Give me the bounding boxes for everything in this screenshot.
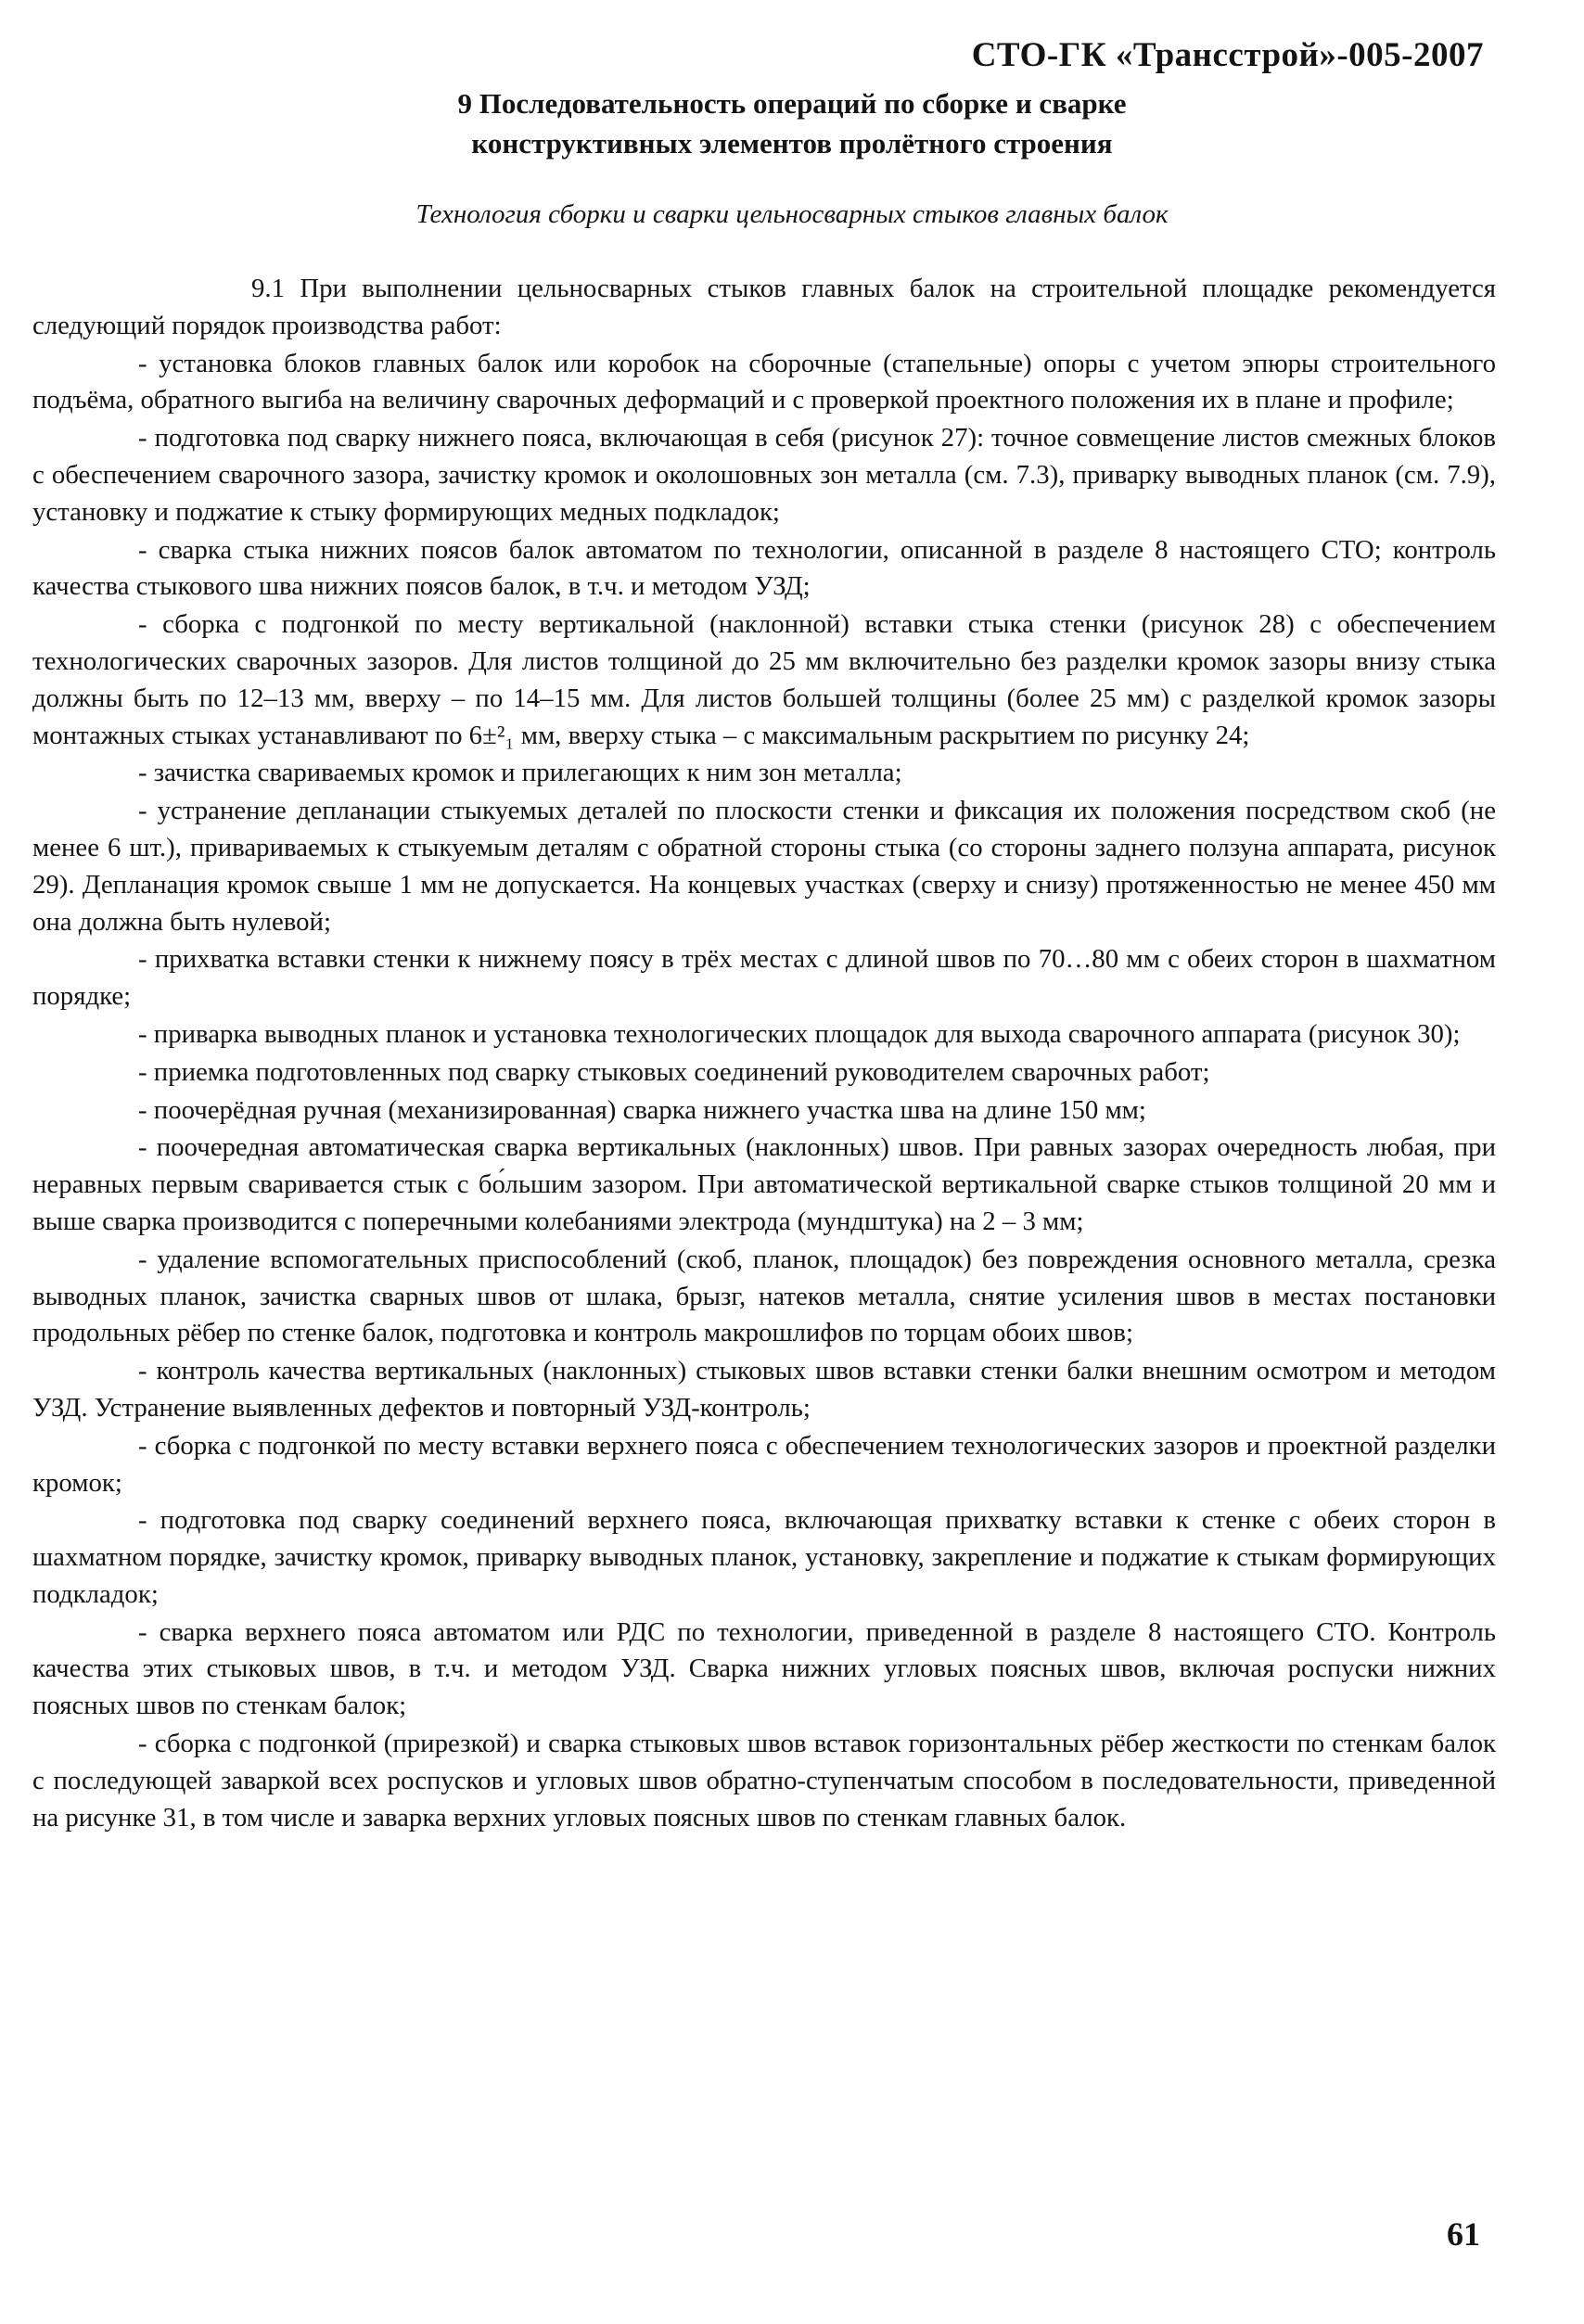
- section-subtitle: Технология сборки и сварки цельносварных стыков главных балок: [415, 199, 1169, 229]
- list-item: - устранение депланации стыкуемых деталей по плоскости стенки и фиксация их положения посредством скоб (не менее 6 шт.), привариваемых к стыкуемым деталям с обратной стороны стыка (со стороны заднего ползуна аппарата, рисунок 29). Депланация кромок свыше 1 мм не допускается. На концевых участках (сверху и снизу) протяженностью не менее 450 мм она должна быть нулевой;: [32, 796, 1496, 937]
- document-body: [32, 271, 1496, 1837]
- list-item: - приемка подготовленных под сварку стыковых соединений руководителем сварочных работ;: [138, 1056, 1210, 1087]
- page-number: 61: [1447, 2215, 1480, 2253]
- section-title-line-1: 9 Последовательность операций по сборке и сварке: [457, 87, 1127, 120]
- list-item: - подготовка под сварку нижнего пояса, включающая в себя (рисунок 27): точное совмещение листов смежных блоков с обеспечением сварочного зазора, зачистку кромок и околошовных зон металла (см. 7.3), приварку выводных планок (см. 7.9), установку и поджатие к стыку формирующих медных подкладок;: [32, 423, 1496, 527]
- list-item: - контроль качества вертикальных (наклонных) стыковых швов вставки стенки балки внешним осмотром и методом УЗД. Устранение выявленных дефектов и повторный УЗД-контроль;: [32, 1356, 1496, 1423]
- section-title-line-2: конструктивных элементов пролётного строения: [471, 127, 1113, 160]
- list-item: - подготовка под сварку соединений верхнего пояса, включающая прихватку вставки к стенке с обеих сторон в шахматном порядке, зачистку кромок, приварку выводных планок, установку, закрепление и поджатие к стыкам формирующих подкладок;: [32, 1505, 1496, 1609]
- list-item: - установка блоков главных балок или коробок на сборочные (стапельные) опоры с учетом эпюры строительного подъёма, обратного выгиба на величину сварочных деформаций и с проверкой проектного положения их в плане и профиле;: [32, 348, 1496, 415]
- list-item: - сварка стыка нижних поясов балок автоматом по технологии, описанной в разделе 8 настоящего СТО; контроль качества стыкового шва нижних поясов балок, в т.ч. и методом УЗД;: [32, 534, 1496, 602]
- list-item: - сварка верхнего пояса автоматом или РДС по технологии, приведенной в разделе 8 настоящего СТО. Контроль качества этих стыковых швов, в т.ч. и методом УЗД. Сварка нижних угловых поясных швов, включая роспуски нижних поясных швов по стенкам балок;: [32, 1616, 1496, 1721]
- list-item: - поочередная автоматическая сварка вертикальных (наклонных) швов. При равных зазорах очередность любая, при неравных первым сваривается стык с бо́льшим зазором. При автоматической вертикальной сварке стыков толщиной 20 мм и выше сварка производится с поперечными колебаниями электрода (мундштука) на 2 – 3 мм;: [32, 1132, 1496, 1236]
- list-item: - сборка с подгонкой по месту вставки верхнего пояса с обеспечением технологических зазоров и проектной разделки кромок;: [32, 1430, 1496, 1498]
- list-item: - прихватка вставки стенки к нижнему поясу в трёх местах с длиной швов по 70…80 мм с обеих сторон в шахматном порядке;: [32, 944, 1496, 1012]
- list-item: - приварка выводных планок и установка технологических площадок для выхода сварочного аппарата (рисунок 30);: [138, 1018, 1461, 1049]
- list-item: - удаление вспомогательных приспособлений (скоб, планок, площадок) без повреждения основного металла, срезка выводных планок, зачистка сварных швов от шлака, брызг, натеков металла, снятие усиления швов в местах постановки продольных рёбер по стенке балок, подготовка и контроль макрошлифов по торцам обоих швов;: [32, 1244, 1496, 1348]
- list-item: - сборка с подгонкой по месту вертикальной (наклонной) вставки стыка стенки (рисунок 28) с обеспечением технологических сварочных зазоров. Для листов толщиной до 25 мм включительно без разделки кромок зазоры внизу стыка должны быть по 12–13 мм, вверху – по 14–15 мм. Для листов большей толщины (более 25 мм) с разделкой кромок зазоры монтажных стыках устанавливают по 6±²₁ мм, вверху стыка – с максимальным раскрытием по рисунку 24;: [32, 609, 1496, 750]
- section-title: [0, 83, 1584, 163]
- list-item: - поочерёдная ручная (механизированная) сварка нижнего участка шва на длине 150 мм;: [138, 1094, 1146, 1125]
- document-code-header: СТО-ГК «Трансстрой»-005-2007: [971, 36, 1484, 74]
- list-item: - зачистка свариваемых кромок и прилегающих к ним зон металла;: [138, 758, 902, 788]
- intro-paragraph: 9.1 При выполнении цельносварных стыков главных балок на строительной площадке рекомендуется следующий порядок производства работ:: [32, 274, 1496, 340]
- list-item: - сборка с подгонкой (прирезкой) и сварка стыковых швов вставок горизонтальных рёбер жесткости по стенкам балок с последующей заваркой всех роспусков и угловых швов обратно-ступенчатым способом в последовательности, приведенной на рисунке 31, в том числе и заварка верхних угловых поясных швов по стенкам главных балок.: [32, 1729, 1496, 1832]
